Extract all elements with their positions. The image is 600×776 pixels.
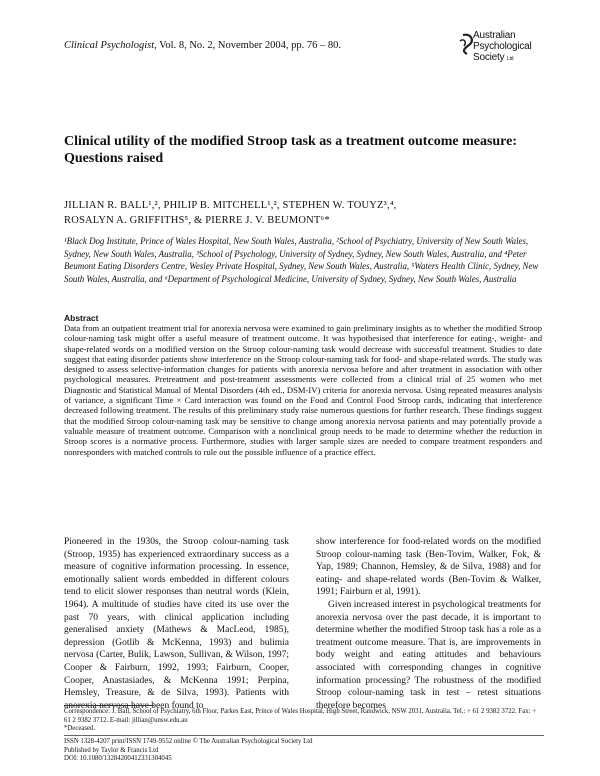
journal-name: Clinical Psychologist <box>64 40 155 51</box>
logo-line-2: Psychological <box>473 41 532 52</box>
body-column-right <box>316 536 541 712</box>
abstract-text: Data from an outpatient treatment trial for anorexia nervosa were examined to gain preliminary insights as to whether the modified Stroop colour-naming task might offer a useful measure of treatment outcome. It was hypothesised that interference for eating-, weight- and shape-related words on a modified version on the Stroop colour-naming task would decrease with successful treatment. Studies to date suggest that eating disorder patients show interference on the Stroop colour-naming task for food- and shape-related words. The study was designed to assess selective-information changes for patients with anorexia nervosa before and after treatment in association with other psychological measures. Pretreatment and post-treatment assessments were collected from a clinical trial of 25 women who met Diagnostic and Statistical Manual of Mental Disorders (4th ed., DSM-IV) criteria for anorexia nervosa. Using repeated measures analysis of variance, a significant Time × Card interaction was found on the Food and Control Food Stroop cards, indicating that interference decreased following treatment. The results of this preliminary study raise numerous questions for further research. These findings suggest that the modified Stroop colour-naming task may be sensitive to change among anorexia nervosa patients and may potentially provide a valuable measure of treatment outcome. Comparison with a nonclinical group needs to be made to determine whether the reduction in Stroop scores is a normative process. Furthermore, studies with larger sample sizes are needed to compare treatment responders and nonresponders with matched controls to rule out the possible influence of a practice effect. <box>64 323 542 457</box>
publisher-line: Published by Taylor & Francis Ltd <box>64 746 159 754</box>
body-column-left <box>64 536 289 712</box>
aps-logo <box>457 29 547 75</box>
journal-volume: , Vol. 8, No. 2, November 2004, pp. 76 – 80. <box>154 40 341 51</box>
publication-info <box>64 738 544 764</box>
abstract-heading: Abstract <box>64 313 99 323</box>
article-title: Clinical utility of the modified Stroop task as a treatment outcome measure: Questions raised <box>64 134 518 166</box>
body-paragraph: show interference for food-related words on the modified Stroop colour-naming task (Ben-Tovim, Walker, Fok, & Yap, 1989; Channon, Hemsley, & de Silva, 1988) and for eating- and shape-related words (Ben-Tovim & Walker, 1991; Fairburn et al, 1991). <box>316 537 541 598</box>
author-line-1: JILLIAN R. BALL¹,², PHILIP B. MITCHELL¹,², STEPHEN W. TOUYZ³,⁴, <box>64 200 397 211</box>
footer-rule <box>64 735 544 736</box>
author-list <box>64 198 534 228</box>
journal-citation <box>64 40 341 51</box>
issn-line: ISSN 1328-4207 print/ISSN 1749-9552 online © The Australian Psychological Society Ltd <box>64 738 313 745</box>
logo-line-3 <box>473 53 513 64</box>
logo-line-1: Australian <box>473 30 516 41</box>
doi-line: DOI: 10.1080/13284200412331304045 <box>64 755 172 762</box>
body-paragraph: Pioneered in the 1930s, the Stroop colour-naming task (Stroop, 1935) has experienced extraordinary success as a measure of cognitive information processing. In essence, emotionally salient words embedded in different colours tend to elicit slower responses than neutral words (Klein, 1964). A multitude of studies have cited its use over the past 70 years, with clinical application including generalised anxiety (Mathews & MacLeod, 1985), depression (Gotlib & McKenna, 1993) and bulimia nervosa (Carter, Bulik, Lawson, Sullivan, & Wilson, 1997; Cooper & Fairburn, 1992, 1993; Fairburn, Cooper, Cooper, Anastasiades, & McKenna 1991; Perpina, Hemsley, Treasure, & de Silva, 1993). Patients with anorexia nervosa have been found to <box>64 537 289 711</box>
logo-society: Society <box>473 52 505 63</box>
deceased-note: *Deceased. <box>64 725 96 732</box>
affiliations: ¹Black Dog Institute, Prince of Wales Hospital, New South Wales, Australia, ²School of Psychiatry, University of New South Wales, Sydney, New South Wales, Australia, ³School of Psychology, University of Sydney, Sydney, New South Wales, Australia, and ⁴Peter Beumont Eating Disorders Centre, Wesley Private Hospital, Sydney, New South Wales, Australia, ⁵Waters Health Clinic, Sydney, New South Wales, Australia, and ⁶Department of Psychological Medicine, University of Sydney, Sydney, New South Wales, Australia <box>64 236 539 284</box>
footnotes <box>64 708 544 734</box>
body-paragraph: Given increased interest in psychological treatments for anorexia nervosa over the past decade, it is important to determine whether the modified Stroop task has a role as a treatment outcome measure. That is, are improvements in body weight and eating attitudes and behaviours associated with corresponding changes in cognitive information processing? The robustness of the modified Stroop colour-naming task in test – retest situations therefore becomes <box>316 599 541 711</box>
correspondence-note: Correspondence: J. Ball, School of Psychiatry, 6th Floor, Parkes East, Prince of Wales Hospital, High Street, Randwick, NSW 2031, Australia. Tel.: + 61 2 9382 3722. Fax: + 61 2 9382 3712. E-mail: jillian@unsw.edu.au <box>64 708 537 724</box>
logo-suffix: Ltd <box>507 56 514 62</box>
author-line-2: ROSALYN A. GRIFFITHS⁵, & PIERRE J. V. BEUMONT⁶* <box>64 215 330 226</box>
footnote-rule <box>64 705 154 706</box>
